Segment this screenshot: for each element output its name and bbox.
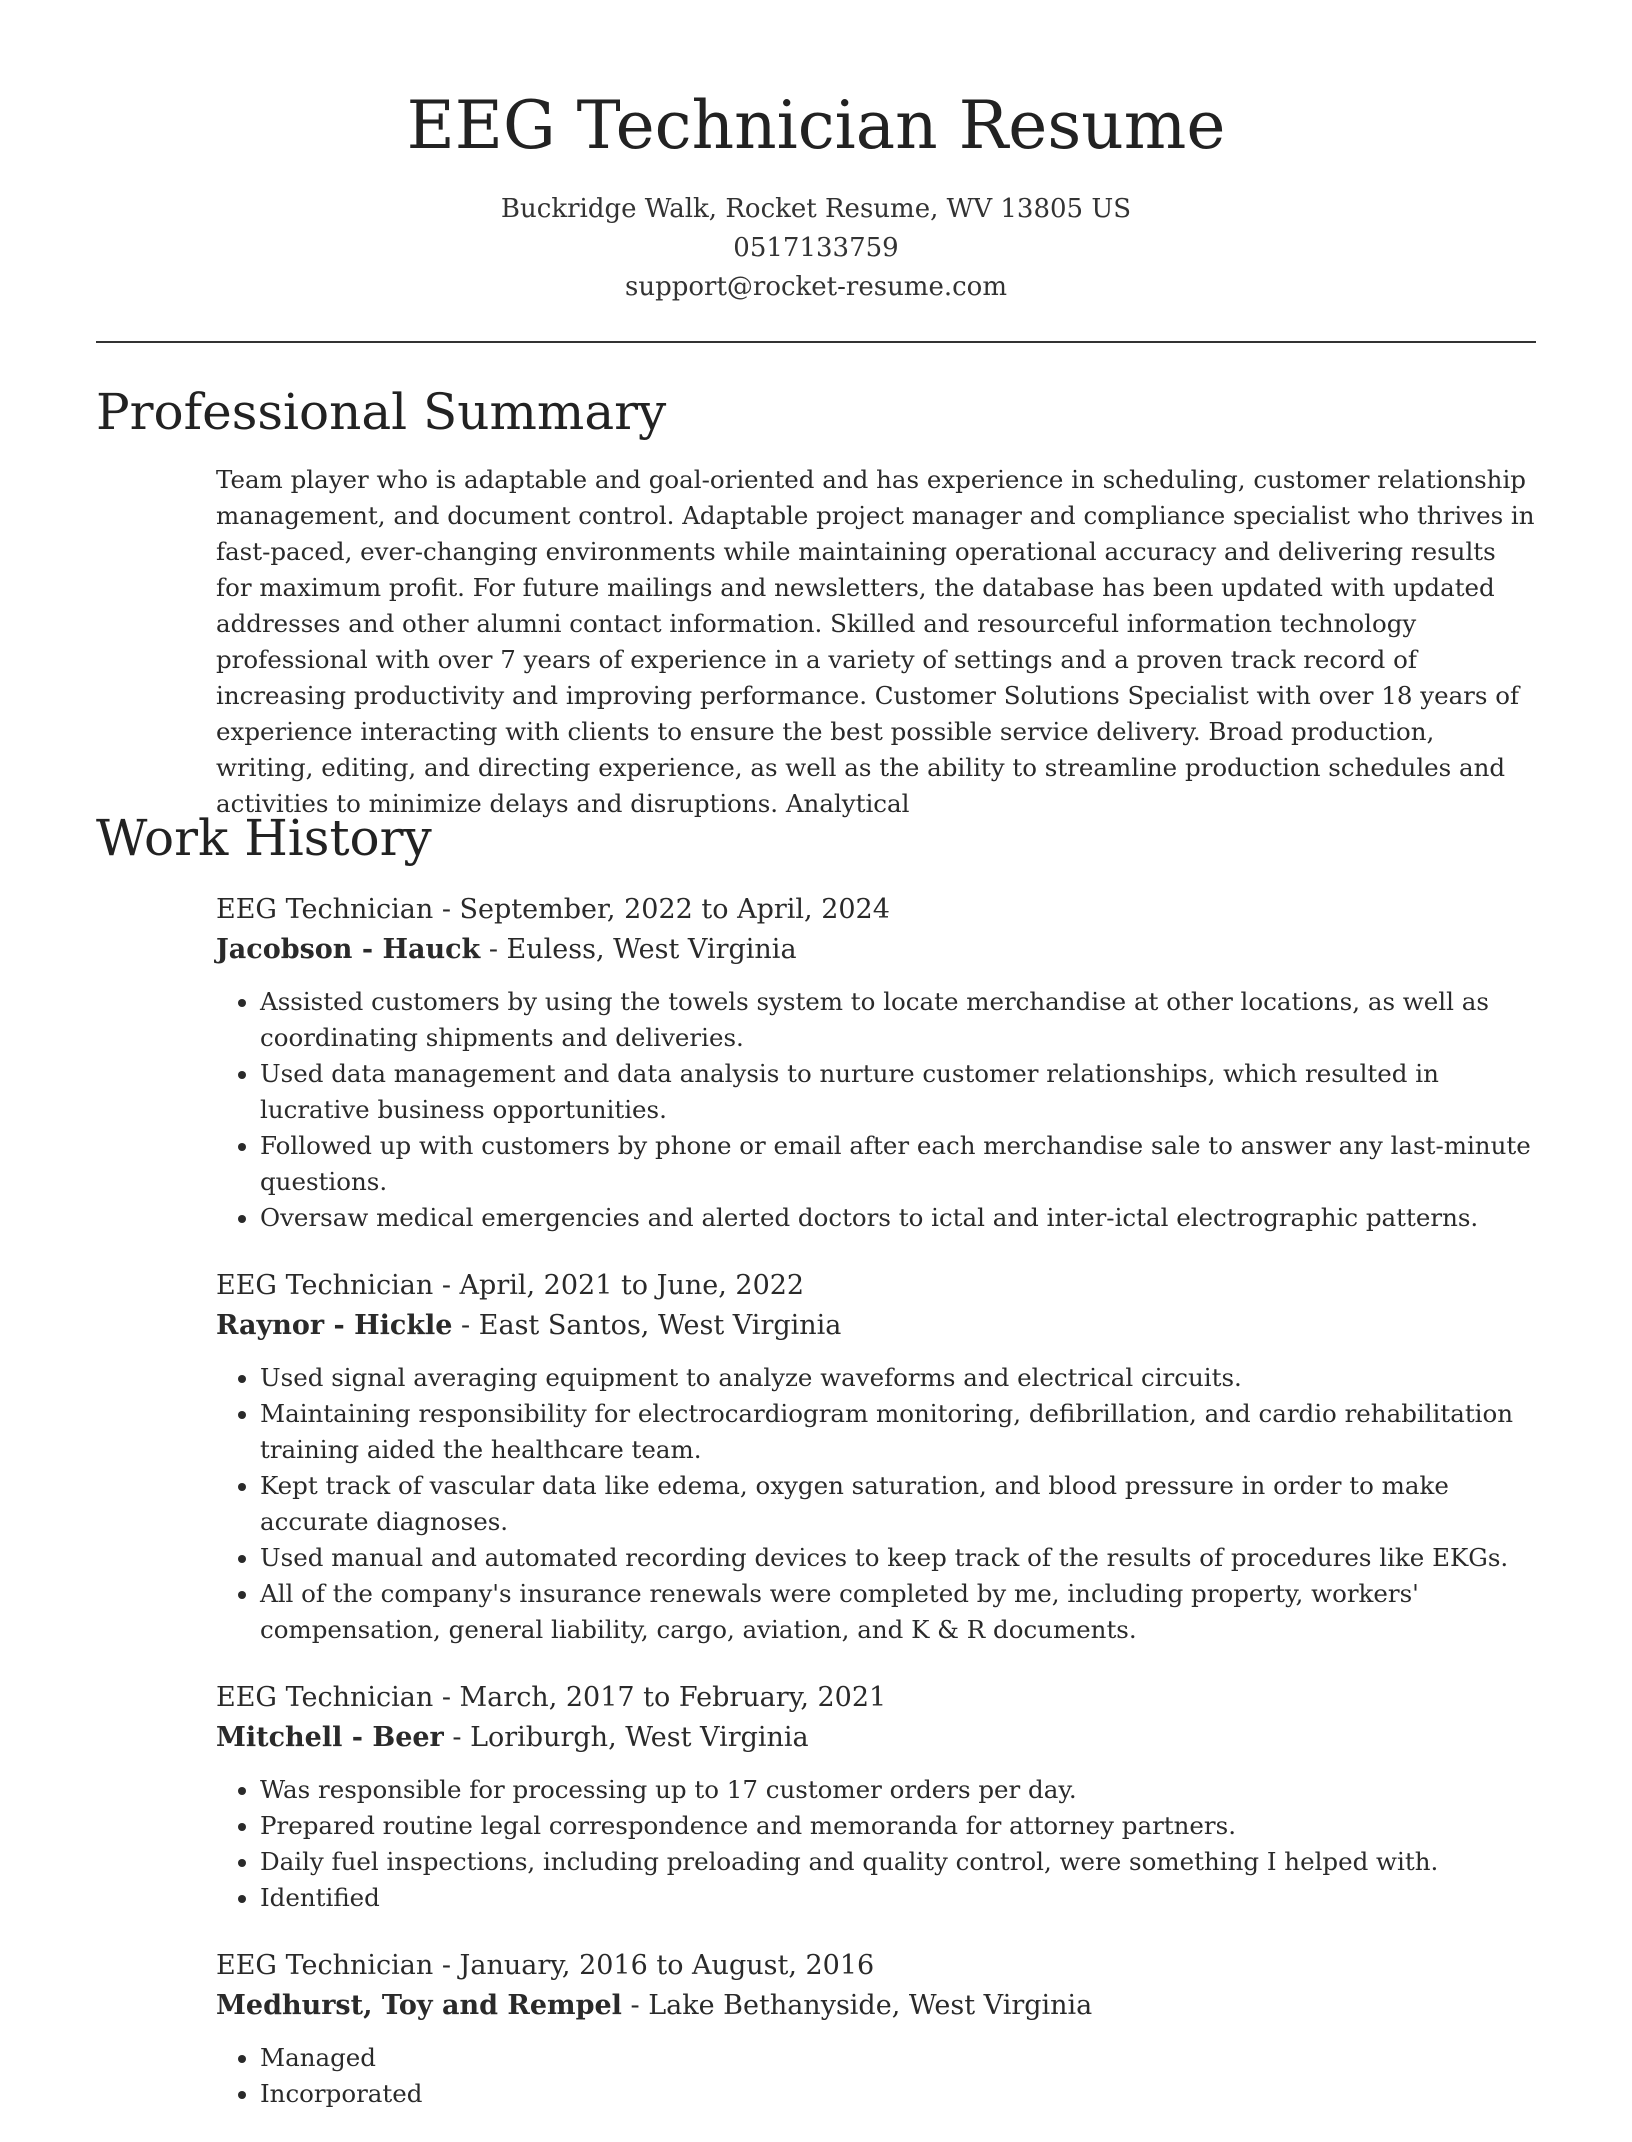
job-bullet: • Kept track of vascular data like edema, oxygen saturation, and blood pressure in order to make accurate diagnoses. bbox=[260, 1468, 1538, 1540]
job-bullet: • Managed bbox=[260, 2040, 1538, 2076]
header-divider bbox=[96, 341, 1536, 343]
address-text: Buckridge Walk, Rocket Resume, WV 13805 US bbox=[500, 194, 1132, 224]
job-bullet: • Used data management and data analysis to nurture customer relationships, which resulted in lucrative business opportunities. bbox=[260, 1056, 1538, 1128]
job-bullet: • Maintaining responsibility for electrocardiogram monitoring, defibrillation, and cardio rehabilitation training aided the healthcare team. bbox=[260, 1396, 1538, 1468]
job-bullet: • Identified bbox=[260, 1880, 1538, 1916]
job-bullets bbox=[216, 1360, 1538, 1648]
job-company-line bbox=[216, 1718, 1538, 1758]
email-text: support@rocket-resume.com bbox=[624, 272, 1007, 302]
job-bullet: • Daily fuel inspections, including preloading and quality control, were something I helped with. bbox=[260, 1844, 1538, 1880]
job-entry bbox=[216, 890, 1538, 1236]
job-bullet: • Used manual and automated recording devices to keep track of the results of procedures like EKGs. bbox=[260, 1540, 1538, 1576]
job-location: - Loriburgh, West Virginia bbox=[443, 1722, 809, 1753]
job-dates: - September, 2022 to April, 2024 bbox=[433, 894, 890, 925]
job-bullet: • Used signal averaging equipment to analyze waveforms and electrical circuits. bbox=[260, 1360, 1538, 1396]
job-bullet: • Oversaw medical emergencies and alerted doctors to ictal and inter-ictal electrographic patterns. bbox=[260, 1200, 1538, 1236]
contact-block bbox=[0, 190, 1632, 307]
job-company-line bbox=[216, 930, 1538, 970]
job-dates: - January, 2016 to August, 2016 bbox=[433, 1950, 875, 1981]
job-company-line bbox=[216, 1986, 1538, 2026]
job-entry bbox=[216, 1678, 1538, 1916]
job-company: Raynor - Hickle bbox=[216, 1310, 453, 1341]
job-bullet: • All of the company's insurance renewals were completed by me, including property, workers' compensation, general liability, cargo, aviation, and K & R documents. bbox=[260, 1576, 1538, 1648]
job-bullet: • Followed up with customers by phone or email after each merchandise sale to answer any last-minute questions. bbox=[260, 1128, 1538, 1200]
job-company-line bbox=[216, 1306, 1538, 1346]
job-bullets bbox=[216, 1772, 1538, 1916]
resume-header bbox=[0, 0, 1632, 307]
work-history-list bbox=[216, 890, 1538, 2142]
job-position: EEG Technician bbox=[216, 894, 434, 925]
job-bullet: • Assisted customers by using the towels system to locate merchandise at other locations, as well as coordinating shipments and deliveries. bbox=[260, 984, 1538, 1056]
job-dates: - March, 2017 to February, 2021 bbox=[433, 1682, 887, 1713]
job-position: EEG Technician bbox=[216, 1950, 434, 1981]
job-position: EEG Technician bbox=[216, 1270, 434, 1301]
job-location: - Lake Bethanyside, West Virginia bbox=[621, 1990, 1093, 2021]
job-entry bbox=[216, 1946, 1538, 2112]
summary-heading: Professional Summary bbox=[96, 383, 667, 441]
job-bullet: • Incorporated bbox=[260, 2076, 1538, 2112]
job-bullets bbox=[216, 984, 1538, 1236]
job-bullet: • Prepared routine legal correspondence and memoranda for attorney partners. bbox=[260, 1808, 1538, 1844]
job-company: Medhurst, Toy and Rempel bbox=[216, 1990, 622, 2021]
job-company: Jacobson - Hauck bbox=[216, 934, 481, 965]
summary-text: Team player who is adaptable and goal-oriented and has experience in scheduling, customer relationship management, and document control. Adaptable project manager and compliance specialist who thrives in fast-paced, ever-changing environments while maintaining operational accuracy and delivering results for maximum profit. For future mailings and newsletters, the database has been updated with updated addresses and other alumni contact information. Skilled and resourceful information technology professional with over 7 years of experience in a variety of settings and a proven track record of increasing productivity and improving performance. Customer Solutions Specialist with over 18 years of experience interacting with clients to ensure the best possible service delivery. Broad production, writing, editing, and directing experience, as well as the ability to streamline production schedules and activities to minimize delays and disruptions. Analytical bbox=[216, 465, 1535, 818]
resume-title: EEG Technician Resume bbox=[406, 87, 1226, 164]
job-entry bbox=[216, 1266, 1538, 1648]
job-location: - Euless, West Virginia bbox=[480, 934, 797, 965]
job-company: Mitchell - Beer bbox=[216, 1722, 444, 1753]
job-bullet: • Was responsible for processing up to 17 customer orders per day. bbox=[260, 1772, 1538, 1808]
job-title-line bbox=[216, 890, 1538, 930]
phone-text: 0517133759 bbox=[733, 233, 899, 263]
job-bullets bbox=[216, 2040, 1538, 2112]
work-history-heading: Work History bbox=[96, 809, 432, 867]
job-position: EEG Technician bbox=[216, 1682, 434, 1713]
job-dates: - April, 2021 to June, 2022 bbox=[433, 1270, 805, 1301]
job-location: - East Santos, West Virginia bbox=[452, 1310, 842, 1341]
job-title-line bbox=[216, 1946, 1538, 1986]
job-title-line bbox=[216, 1266, 1538, 1306]
job-title-line bbox=[216, 1678, 1538, 1718]
